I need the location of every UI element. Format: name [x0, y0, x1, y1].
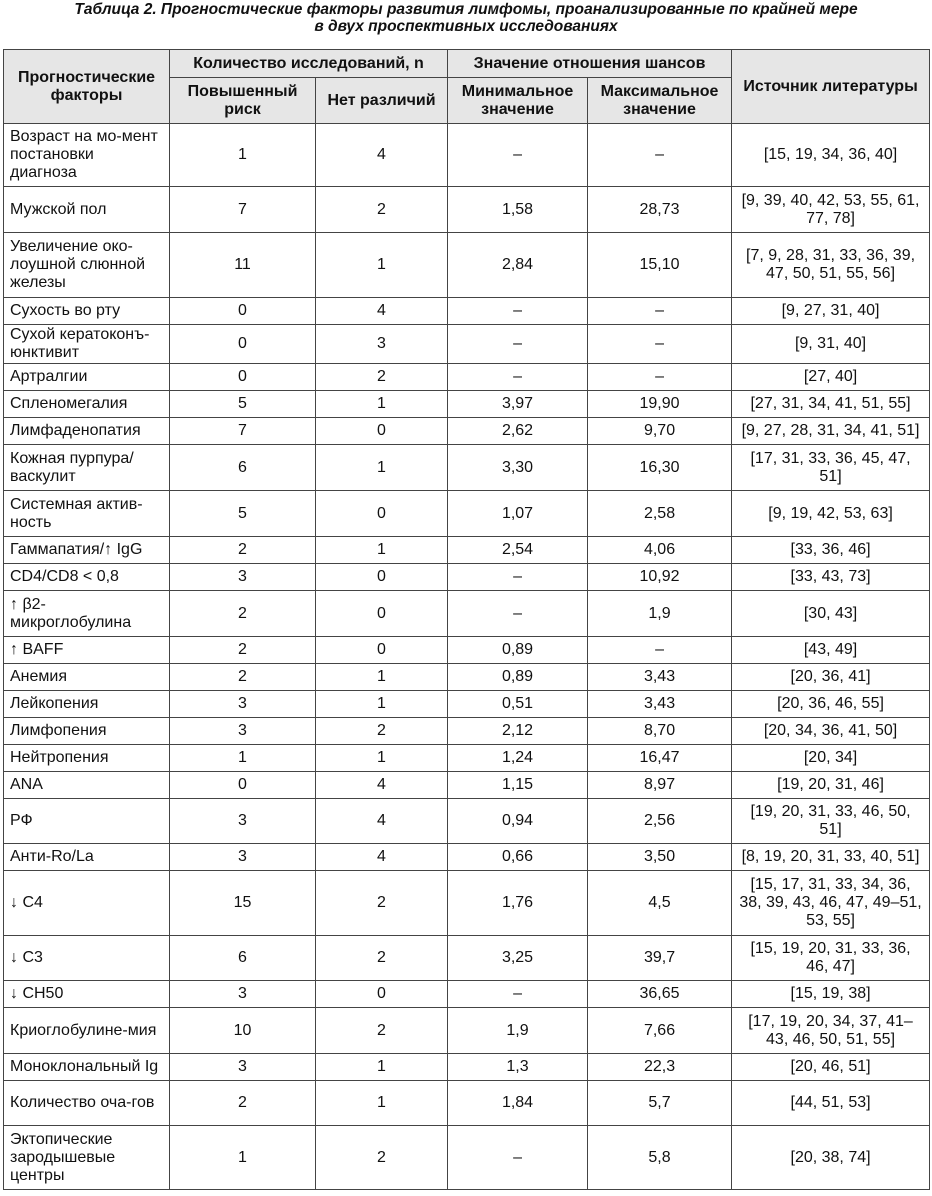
- table-row: [4, 799, 930, 844]
- header-studies-count: Количество исследований, n: [170, 50, 448, 78]
- increased-risk-cell: 3: [170, 844, 316, 871]
- table-caption: [0, 0, 932, 40]
- source-cell: [8, 19, 20, 31, 33, 40, 51]: [732, 844, 930, 871]
- factor-cell: Количество оча-гов: [4, 1081, 170, 1126]
- min-value-cell: –: [448, 981, 588, 1008]
- min-value-cell: –: [448, 364, 588, 391]
- factor-cell: Анти-Ro/La: [4, 844, 170, 871]
- header-factors: Прогностические факторы: [4, 50, 170, 124]
- factor-cell: Сухость во рту: [4, 298, 170, 325]
- source-cell: [15, 19, 20, 31, 33, 36, 46, 47]: [732, 936, 930, 981]
- no-difference-cell: 0: [316, 637, 448, 664]
- increased-risk-cell: 3: [170, 691, 316, 718]
- factor-cell: ↓ C4: [4, 871, 170, 936]
- table-row: [4, 871, 930, 936]
- source-cell: [20, 34]: [732, 745, 930, 772]
- factor-cell: Кожная пурпура/ васкулит: [4, 445, 170, 491]
- max-value-cell: 8,97: [588, 772, 732, 799]
- table-row: [4, 1054, 930, 1081]
- no-difference-cell: 2: [316, 187, 448, 233]
- table-row: [4, 745, 930, 772]
- table-body: [4, 124, 930, 1190]
- factor-cell: Лейкопения: [4, 691, 170, 718]
- source-cell: [17, 19, 20, 34, 37, 41–43, 46, 50, 51, 55]: [732, 1008, 930, 1054]
- no-difference-cell: 4: [316, 772, 448, 799]
- no-difference-cell: 2: [316, 718, 448, 745]
- max-value-cell: 1,9: [588, 591, 732, 637]
- factor-cell: Анемия: [4, 664, 170, 691]
- no-difference-cell: 1: [316, 391, 448, 418]
- increased-risk-cell: 5: [170, 391, 316, 418]
- header-increased-risk: Повышенный риск: [170, 78, 316, 124]
- max-value-cell: 2,58: [588, 491, 732, 537]
- increased-risk-cell: 2: [170, 637, 316, 664]
- increased-risk-cell: 11: [170, 233, 316, 298]
- table-row: [4, 981, 930, 1008]
- max-value-cell: 16,47: [588, 745, 732, 772]
- min-value-cell: 1,76: [448, 871, 588, 936]
- source-cell: [9, 19, 42, 53, 63]: [732, 491, 930, 537]
- increased-risk-cell: 5: [170, 491, 316, 537]
- factor-cell: ↑ BAFF: [4, 637, 170, 664]
- increased-risk-cell: 3: [170, 718, 316, 745]
- increased-risk-cell: 3: [170, 981, 316, 1008]
- table-row: [4, 718, 930, 745]
- max-value-cell: 5,7: [588, 1081, 732, 1126]
- source-cell: [20, 46, 51]: [732, 1054, 930, 1081]
- no-difference-cell: 2: [316, 871, 448, 936]
- source-cell: [9, 27, 31, 40]: [732, 298, 930, 325]
- increased-risk-cell: 1: [170, 745, 316, 772]
- no-difference-cell: 3: [316, 325, 448, 364]
- max-value-cell: 4,5: [588, 871, 732, 936]
- min-value-cell: 3,30: [448, 445, 588, 491]
- no-difference-cell: 1: [316, 445, 448, 491]
- max-value-cell: 39,7: [588, 936, 732, 981]
- source-cell: [33, 43, 73]: [732, 564, 930, 591]
- header-odds-ratio: Значение отношения шансов: [448, 50, 732, 78]
- caption-line-2: в двух проспективных исследованиях: [314, 18, 618, 35]
- increased-risk-cell: 3: [170, 564, 316, 591]
- factor-cell: Возраст на мо-мент постановки диагноза: [4, 124, 170, 187]
- table-row: [4, 564, 930, 591]
- source-cell: [20, 36, 46, 55]: [732, 691, 930, 718]
- no-difference-cell: 2: [316, 364, 448, 391]
- factor-cell: CD4/CD8 < 0,8: [4, 564, 170, 591]
- no-difference-cell: 0: [316, 591, 448, 637]
- table-row: [4, 591, 930, 637]
- table-row: [4, 637, 930, 664]
- increased-risk-cell: 10: [170, 1008, 316, 1054]
- increased-risk-cell: 1: [170, 1126, 316, 1190]
- table-row: [4, 664, 930, 691]
- source-cell: [27, 31, 34, 41, 51, 55]: [732, 391, 930, 418]
- table-row: [4, 364, 930, 391]
- increased-risk-cell: 2: [170, 1081, 316, 1126]
- max-value-cell: 3,43: [588, 664, 732, 691]
- table-row: [4, 1081, 930, 1126]
- max-value-cell: –: [588, 325, 732, 364]
- increased-risk-cell: 1: [170, 124, 316, 187]
- header-source: Источник литературы: [732, 50, 930, 124]
- factor-cell: РФ: [4, 799, 170, 844]
- increased-risk-cell: 15: [170, 871, 316, 936]
- source-cell: [30, 43]: [732, 591, 930, 637]
- table-row: [4, 691, 930, 718]
- source-cell: [19, 20, 31, 46]: [732, 772, 930, 799]
- caption-line-1: Таблица 2. Прогностические факторы развития лимфомы, проанализированные по крайней мере: [74, 1, 858, 18]
- factor-cell: Эктопические зародышевые центры: [4, 1126, 170, 1190]
- source-cell: [33, 36, 46]: [732, 537, 930, 564]
- no-difference-cell: 1: [316, 745, 448, 772]
- min-value-cell: 0,89: [448, 637, 588, 664]
- max-value-cell: –: [588, 637, 732, 664]
- increased-risk-cell: 2: [170, 591, 316, 637]
- min-value-cell: 3,97: [448, 391, 588, 418]
- source-cell: [7, 9, 28, 31, 33, 36, 39, 47, 50, 51, 55, 56]: [732, 233, 930, 298]
- source-cell: [15, 19, 34, 36, 40]: [732, 124, 930, 187]
- source-cell: [19, 20, 31, 33, 46, 50, 51]: [732, 799, 930, 844]
- min-value-cell: 1,58: [448, 187, 588, 233]
- header-max-value: Максимальное значение: [588, 78, 732, 124]
- min-value-cell: –: [448, 1126, 588, 1190]
- source-cell: [15, 17, 31, 33, 34, 36, 38, 39, 43, 46, 47, 49–51, 53, 55]: [732, 871, 930, 936]
- min-value-cell: 2,62: [448, 418, 588, 445]
- min-value-cell: 3,25: [448, 936, 588, 981]
- factor-cell: Сухой кератоконъ-юнктивит: [4, 325, 170, 364]
- min-value-cell: 0,94: [448, 799, 588, 844]
- source-cell: [9, 27, 28, 31, 34, 41, 51]: [732, 418, 930, 445]
- min-value-cell: 1,07: [448, 491, 588, 537]
- min-value-cell: 0,66: [448, 844, 588, 871]
- max-value-cell: –: [588, 124, 732, 187]
- increased-risk-cell: 0: [170, 325, 316, 364]
- no-difference-cell: 2: [316, 936, 448, 981]
- table-row: [4, 445, 930, 491]
- min-value-cell: 2,12: [448, 718, 588, 745]
- table-row: [4, 772, 930, 799]
- table-row: [4, 233, 930, 298]
- max-value-cell: 36,65: [588, 981, 732, 1008]
- max-value-cell: 9,70: [588, 418, 732, 445]
- prognostic-factors-table: [3, 49, 930, 1190]
- no-difference-cell: 1: [316, 691, 448, 718]
- factor-cell: Системная актив-ность: [4, 491, 170, 537]
- no-difference-cell: 1: [316, 664, 448, 691]
- increased-risk-cell: 0: [170, 298, 316, 325]
- min-value-cell: –: [448, 591, 588, 637]
- source-cell: [27, 40]: [732, 364, 930, 391]
- min-value-cell: –: [448, 325, 588, 364]
- source-cell: [9, 39, 40, 42, 53, 55, 61, 77, 78]: [732, 187, 930, 233]
- table-row: [4, 418, 930, 445]
- min-value-cell: 1,84: [448, 1081, 588, 1126]
- table-row: [4, 844, 930, 871]
- max-value-cell: 3,50: [588, 844, 732, 871]
- max-value-cell: 4,06: [588, 537, 732, 564]
- no-difference-cell: 2: [316, 1126, 448, 1190]
- min-value-cell: 2,54: [448, 537, 588, 564]
- factor-cell: Лимфопения: [4, 718, 170, 745]
- min-value-cell: –: [448, 564, 588, 591]
- min-value-cell: 1,15: [448, 772, 588, 799]
- factor-cell: Увеличение око-лоушной слюнной железы: [4, 233, 170, 298]
- increased-risk-cell: 7: [170, 418, 316, 445]
- min-value-cell: 1,9: [448, 1008, 588, 1054]
- max-value-cell: 16,30: [588, 445, 732, 491]
- max-value-cell: 22,3: [588, 1054, 732, 1081]
- source-cell: [43, 49]: [732, 637, 930, 664]
- increased-risk-cell: 6: [170, 445, 316, 491]
- factor-cell: Мужской пол: [4, 187, 170, 233]
- max-value-cell: 2,56: [588, 799, 732, 844]
- table-row: [4, 1008, 930, 1054]
- source-cell: [20, 36, 41]: [732, 664, 930, 691]
- table-row: [4, 1126, 930, 1190]
- no-difference-cell: 0: [316, 981, 448, 1008]
- factor-cell: Криоглобулине-мия: [4, 1008, 170, 1054]
- header-no-difference: Нет различий: [316, 78, 448, 124]
- max-value-cell: 28,73: [588, 187, 732, 233]
- max-value-cell: 19,90: [588, 391, 732, 418]
- source-cell: [44, 51, 53]: [732, 1081, 930, 1126]
- source-cell: [15, 19, 38]: [732, 981, 930, 1008]
- source-cell: [20, 34, 36, 41, 50]: [732, 718, 930, 745]
- min-value-cell: 0,51: [448, 691, 588, 718]
- increased-risk-cell: 3: [170, 1054, 316, 1081]
- table-row: [4, 187, 930, 233]
- factor-cell: ANA: [4, 772, 170, 799]
- no-difference-cell: 2: [316, 1008, 448, 1054]
- no-difference-cell: 4: [316, 844, 448, 871]
- increased-risk-cell: 2: [170, 537, 316, 564]
- factor-cell: Артралгии: [4, 364, 170, 391]
- increased-risk-cell: 0: [170, 364, 316, 391]
- no-difference-cell: 1: [316, 1054, 448, 1081]
- factor-cell: ↑ β2-микроглобулина: [4, 591, 170, 637]
- no-difference-cell: 0: [316, 564, 448, 591]
- source-cell: [17, 31, 33, 36, 45, 47, 51]: [732, 445, 930, 491]
- factor-cell: Лимфаденопатия: [4, 418, 170, 445]
- table-row: [4, 391, 930, 418]
- max-value-cell: –: [588, 364, 732, 391]
- increased-risk-cell: 7: [170, 187, 316, 233]
- factor-cell: Нейтропения: [4, 745, 170, 772]
- min-value-cell: 2,84: [448, 233, 588, 298]
- no-difference-cell: 0: [316, 418, 448, 445]
- no-difference-cell: 1: [316, 1081, 448, 1126]
- table-row: [4, 124, 930, 187]
- header-min-value: Минимальное значение: [448, 78, 588, 124]
- table-row: [4, 537, 930, 564]
- factor-cell: Моноклональный Ig: [4, 1054, 170, 1081]
- increased-risk-cell: 0: [170, 772, 316, 799]
- min-value-cell: –: [448, 298, 588, 325]
- min-value-cell: 1,24: [448, 745, 588, 772]
- no-difference-cell: 4: [316, 124, 448, 187]
- max-value-cell: 10,92: [588, 564, 732, 591]
- max-value-cell: 8,70: [588, 718, 732, 745]
- max-value-cell: –: [588, 298, 732, 325]
- factor-cell: Гаммапатия/↑ IgG: [4, 537, 170, 564]
- increased-risk-cell: 6: [170, 936, 316, 981]
- increased-risk-cell: 3: [170, 799, 316, 844]
- max-value-cell: 3,43: [588, 691, 732, 718]
- table-row: [4, 298, 930, 325]
- no-difference-cell: 4: [316, 799, 448, 844]
- max-value-cell: 15,10: [588, 233, 732, 298]
- table-row: [4, 491, 930, 537]
- max-value-cell: 5,8: [588, 1126, 732, 1190]
- no-difference-cell: 1: [316, 537, 448, 564]
- source-cell: [20, 38, 74]: [732, 1126, 930, 1190]
- no-difference-cell: 4: [316, 298, 448, 325]
- min-value-cell: –: [448, 124, 588, 187]
- max-value-cell: 7,66: [588, 1008, 732, 1054]
- min-value-cell: 0,89: [448, 664, 588, 691]
- source-cell: [9, 31, 40]: [732, 325, 930, 364]
- no-difference-cell: 0: [316, 491, 448, 537]
- increased-risk-cell: 2: [170, 664, 316, 691]
- table-row: [4, 325, 930, 364]
- no-difference-cell: 1: [316, 233, 448, 298]
- factor-cell: Спленомегалия: [4, 391, 170, 418]
- table-row: [4, 936, 930, 981]
- min-value-cell: 1,3: [448, 1054, 588, 1081]
- factor-cell: ↓ CH50: [4, 981, 170, 1008]
- factor-cell: ↓ C3: [4, 936, 170, 981]
